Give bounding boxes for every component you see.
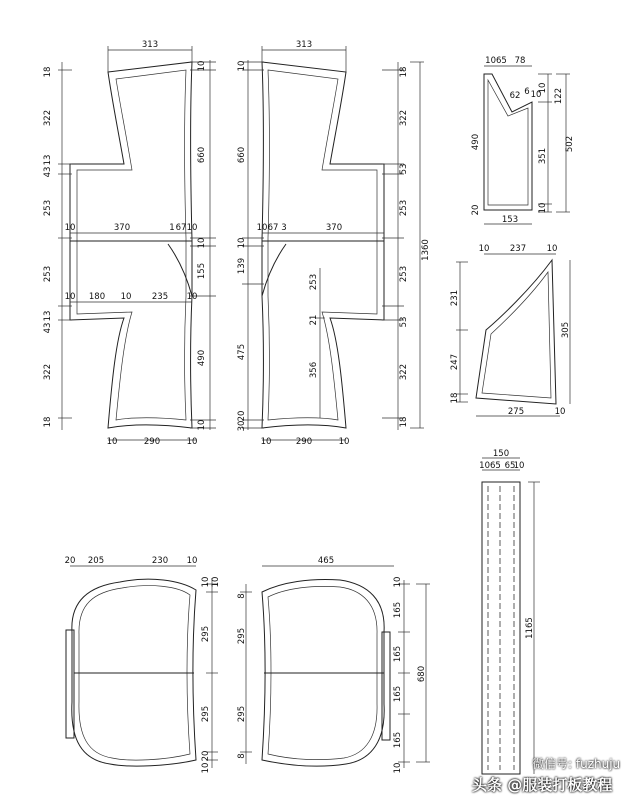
dim-p2-r-18b: 18: [399, 416, 409, 428]
dim-p4-231: 231: [450, 289, 460, 307]
dim-p2-l-30: 30: [237, 420, 247, 432]
dim-p6-205: 205: [87, 556, 105, 566]
dim-p1-b-290: 290: [143, 437, 161, 447]
dim-p3-78: 78: [514, 56, 526, 66]
dim-p5-10: 10: [513, 461, 525, 471]
dim-p1-l-322b: 322: [43, 363, 53, 381]
dim-p1-l-18: 18: [43, 66, 53, 78]
dim-p2-r-322a: 322: [399, 109, 409, 127]
dim-p1-l-43b: 43: [43, 322, 53, 334]
dim-p2-l-10: 10: [237, 60, 247, 72]
panel-2-curve: [262, 244, 286, 296]
dim-p2-313: 313: [295, 40, 313, 50]
dim-p6-20b: 20: [201, 750, 211, 762]
dim-p1-b-10r: 10: [186, 437, 198, 447]
dim-p1-r-660: 660: [197, 146, 207, 164]
dim-p3-62: 62: [509, 91, 521, 101]
dim-p7-295a: 295: [237, 627, 247, 645]
dim-p7-295b: 295: [237, 705, 247, 723]
dim-p7-8b: 8: [237, 753, 247, 759]
panel-1-outline: [70, 62, 192, 428]
panel-2-right-cross: [237, 40, 431, 447]
dim-p2-r-53a: 53: [399, 163, 409, 175]
dim-p2-l-660: 660: [237, 146, 247, 164]
dim-p7-165d: 165: [393, 731, 403, 749]
dim-p1-10c: 10: [64, 223, 76, 233]
dim-p3-6: 6: [524, 87, 530, 97]
dim-p2-l-10b: 10: [237, 237, 247, 249]
dim-p1-l-253b: 253: [43, 265, 53, 283]
dim-p1-370: 370: [113, 223, 131, 233]
dim-p2-1360: 1360: [421, 239, 431, 261]
dim-p3-1065: 1065: [485, 56, 507, 66]
dim-p3-122: 122: [554, 87, 564, 105]
dim-p2-l-20: 20: [237, 410, 247, 422]
dim-p4-247: 247: [450, 353, 460, 371]
dim-p7-165c: 165: [393, 685, 403, 703]
dim-p4-18: 18: [450, 392, 460, 404]
dim-p1-l-43a: 43: [43, 166, 53, 178]
panel-4-trapezoid: [450, 244, 571, 417]
dim-p6-230: 230: [151, 556, 169, 566]
dim-p1-r-490: 490: [197, 349, 207, 367]
dim-p3-351: 351: [538, 147, 548, 165]
panel-1-inner-offset: [77, 70, 186, 420]
panel-5-strip: [479, 449, 540, 774]
panel-2-outline: [262, 62, 384, 428]
dim-p1-10b: 10: [186, 223, 198, 233]
dim-p5-150: 150: [492, 449, 510, 459]
dim-p6-295b: 295: [201, 705, 211, 723]
dim-p2-b-10: 10: [260, 437, 272, 447]
dim-p6-295a: 295: [201, 625, 211, 643]
dim-p2-3: 3: [281, 223, 287, 233]
dim-p1-10f: 10: [186, 292, 198, 302]
dim-p2-r-322b: 322: [399, 363, 409, 381]
dim-p2-r-253a: 253: [399, 199, 409, 217]
dim-p1-b-10: 10: [106, 437, 118, 447]
dim-p4-10b: 10: [546, 244, 558, 254]
dim-p1-r-10: 10: [197, 60, 207, 72]
dim-p7-465: 465: [317, 556, 335, 566]
dim-p2-l-139: 139: [237, 257, 247, 275]
dim-p1-l-18b: 18: [43, 416, 53, 428]
dim-p2-21: 21: [309, 314, 319, 326]
dim-p4-237: 237: [509, 244, 527, 254]
dim-p7-165a: 165: [393, 601, 403, 619]
dim-p2-r-18: 18: [399, 66, 409, 78]
dim-p2-r-253b: 253: [399, 265, 409, 283]
dim-p1-r-10b: 10: [197, 419, 207, 431]
dim-p7-10b: 10: [393, 762, 403, 774]
dim-p2-l-475: 475: [237, 343, 247, 361]
dim-p3-502: 502: [565, 135, 575, 153]
dim-p4-10a: 10: [478, 244, 490, 254]
panel-2-inner-offset: [268, 70, 377, 420]
dim-p2-356: 356: [309, 361, 319, 379]
dim-p1-r-155: 155: [197, 262, 207, 280]
dim-p3-10a: 10: [538, 82, 548, 94]
dim-p5-1065: 1065: [479, 461, 501, 471]
dim-p7-8a: 8: [237, 593, 247, 599]
dim-p5-1165: 1165: [525, 617, 535, 639]
dim-p1-10d: 10: [64, 292, 76, 302]
panel-1-curve: [168, 244, 192, 296]
panel-6-rounded-left: [65, 556, 221, 773]
dim-p7-10a: 10: [393, 576, 403, 588]
dim-p3-10c: 10: [538, 202, 548, 214]
dim-p7-680: 680: [417, 665, 427, 683]
dim-p2-r-53b: 53: [399, 316, 409, 328]
dim-p2-b-10r: 10: [338, 437, 350, 447]
dim-p1-10e: 10: [120, 292, 132, 302]
dim-p3-153: 153: [501, 215, 519, 225]
dim-p3-10b: 10: [530, 90, 542, 100]
dim-p1-l-253a: 253: [43, 199, 53, 217]
dim-p1-l-13b: 13: [43, 310, 53, 322]
dim-p2-b-290: 290: [295, 437, 313, 447]
dim-p1-l-13a: 13: [43, 154, 53, 166]
panel-4-outline: [476, 260, 556, 404]
dim-p1-r-10a: 10: [197, 237, 207, 249]
dim-p4-10c: 10: [554, 407, 566, 417]
dim-p2-10: 10: [256, 223, 268, 233]
dim-p4-275: 275: [507, 407, 525, 417]
panel-1-left-cross: [43, 40, 216, 447]
dim-p6-10r: 10: [201, 576, 211, 588]
dim-p6-10: 10: [186, 556, 198, 566]
watermark-wechat: 微信号: fuzhuju: [532, 757, 621, 771]
dim-p1-l-322a: 322: [43, 109, 53, 127]
dim-p1-67: 67: [175, 223, 187, 233]
dim-p6-10t: 10: [201, 762, 211, 774]
dim-p2-253: 253: [309, 273, 319, 291]
dim-p7-165b: 165: [393, 645, 403, 663]
dim-p1-235: 235: [151, 292, 169, 302]
watermark-toutiao: 头条 @服装打板教程: [472, 776, 613, 794]
dim-p6-20: 20: [64, 556, 76, 566]
dim-p3-20: 20: [471, 204, 481, 216]
dim-p1-180: 180: [88, 292, 106, 302]
dim-p5-65: 65: [504, 461, 516, 471]
dim-p4-305: 305: [561, 321, 571, 339]
dim-p1-1: 1: [169, 223, 175, 233]
dim-p2-370: 370: [325, 223, 343, 233]
dim-p2-67: 67: [267, 223, 279, 233]
panel-3-small: [471, 56, 575, 225]
dim-p3-490: 490: [471, 133, 481, 151]
dim-p6-10s: 10: [211, 576, 221, 588]
dim-p1-313: 313: [141, 40, 159, 50]
panel-7-rounded-right: [237, 556, 430, 773]
